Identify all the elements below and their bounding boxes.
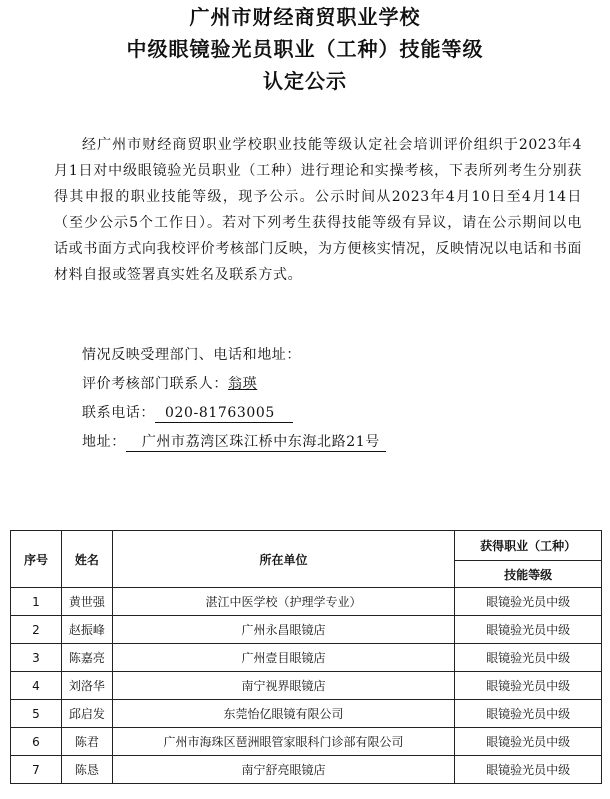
cell-level: 眼镜验光员中级 <box>455 616 602 644</box>
title-line-3: 认定公示 <box>263 69 347 93</box>
cell-level: 眼镜验光员中级 <box>455 700 602 728</box>
table-row <box>11 700 602 728</box>
address-line <box>82 432 386 452</box>
table-row <box>11 616 602 644</box>
cell-name: 邱启发 <box>61 700 112 728</box>
phone-label: 联系电话： <box>82 405 155 421</box>
cell-name: 刘洛华 <box>61 672 112 700</box>
table-row <box>11 672 602 700</box>
header-index: 序号 <box>11 531 62 588</box>
cell-index: 2 <box>11 616 62 644</box>
cell-level: 眼镜验光员中级 <box>455 756 602 784</box>
cell-unit: 东莞怡亿眼镜有限公司 <box>112 700 454 728</box>
table-row <box>11 644 602 672</box>
header-unit: 所在单位 <box>112 531 454 588</box>
cell-index: 3 <box>11 644 62 672</box>
cell-index: 7 <box>11 756 62 784</box>
table-row <box>11 756 602 784</box>
cell-level: 眼镜验光员中级 <box>455 588 602 616</box>
cell-index: 5 <box>11 700 62 728</box>
cell-index: 1 <box>11 588 62 616</box>
cell-unit: 湛江中医学校（护理学专业） <box>112 588 454 616</box>
cell-unit: 南宁舒亮眼镜店 <box>112 756 454 784</box>
contact-person: 翁瑛 <box>228 376 258 392</box>
cell-level: 眼镜验光员中级 <box>455 728 602 756</box>
phone-number: 020-81763005 <box>165 405 275 421</box>
table-row <box>11 588 602 616</box>
address-label: 地址： <box>82 434 126 450</box>
cell-name: 黄世强 <box>61 588 112 616</box>
header-occupation: 获得职业（工种） <box>455 531 602 561</box>
cell-unit: 广州壹目眼镜店 <box>112 644 454 672</box>
header-level: 技能等级 <box>455 561 602 588</box>
phone-line <box>82 403 293 423</box>
title-line-1: 广州市财经商贸职业学校 <box>189 5 421 29</box>
contact-intro: 情况反映受理部门、电话和地址： <box>82 347 301 363</box>
cell-index: 4 <box>11 672 62 700</box>
title-line-2: 中级眼镜验光员职业（工种）技能等级 <box>126 37 484 61</box>
address: 广州市荔湾区珠江桥中东海北路21号 <box>141 434 380 450</box>
contact-person-label: 评价考核部门联系人： <box>82 376 228 392</box>
cell-name: 陈恳 <box>61 756 112 784</box>
cell-index: 6 <box>11 728 62 756</box>
notice-paragraph: 经广州市财经商贸职业学校职业技能等级认定社会培训评价组织于2023年4月1日对中级眼镜验光员职业（工种）进行理论和实操考核，下表所列考生分别获得其申报的职业技能等级，现予公示。公示时间从2023年4月10日至4月14日（至少公示5个工作日）。若对下列考生获得技能等级有异议，请在公示期间以电话或书面方式向我校评价考核部门反映，为方便核实情况，反映情况以电话和书面材料自报或签署真实姓名及联系方式。 <box>54 137 582 283</box>
table-row <box>11 728 602 756</box>
contact-person-line <box>82 374 257 394</box>
cell-unit: 南宁视界眼镜店 <box>112 672 454 700</box>
cell-unit: 广州永昌眼镜店 <box>112 616 454 644</box>
candidate-table <box>10 530 602 784</box>
cell-name: 陈君 <box>61 728 112 756</box>
header-name: 姓名 <box>61 531 112 588</box>
cell-name: 陈嘉亮 <box>61 644 112 672</box>
cell-level: 眼镜验光员中级 <box>455 644 602 672</box>
cell-level: 眼镜验光员中级 <box>455 672 602 700</box>
cell-name: 赵振峰 <box>61 616 112 644</box>
cell-unit: 广州市海珠区琶洲眼管家眼科门诊部有限公司 <box>112 728 454 756</box>
